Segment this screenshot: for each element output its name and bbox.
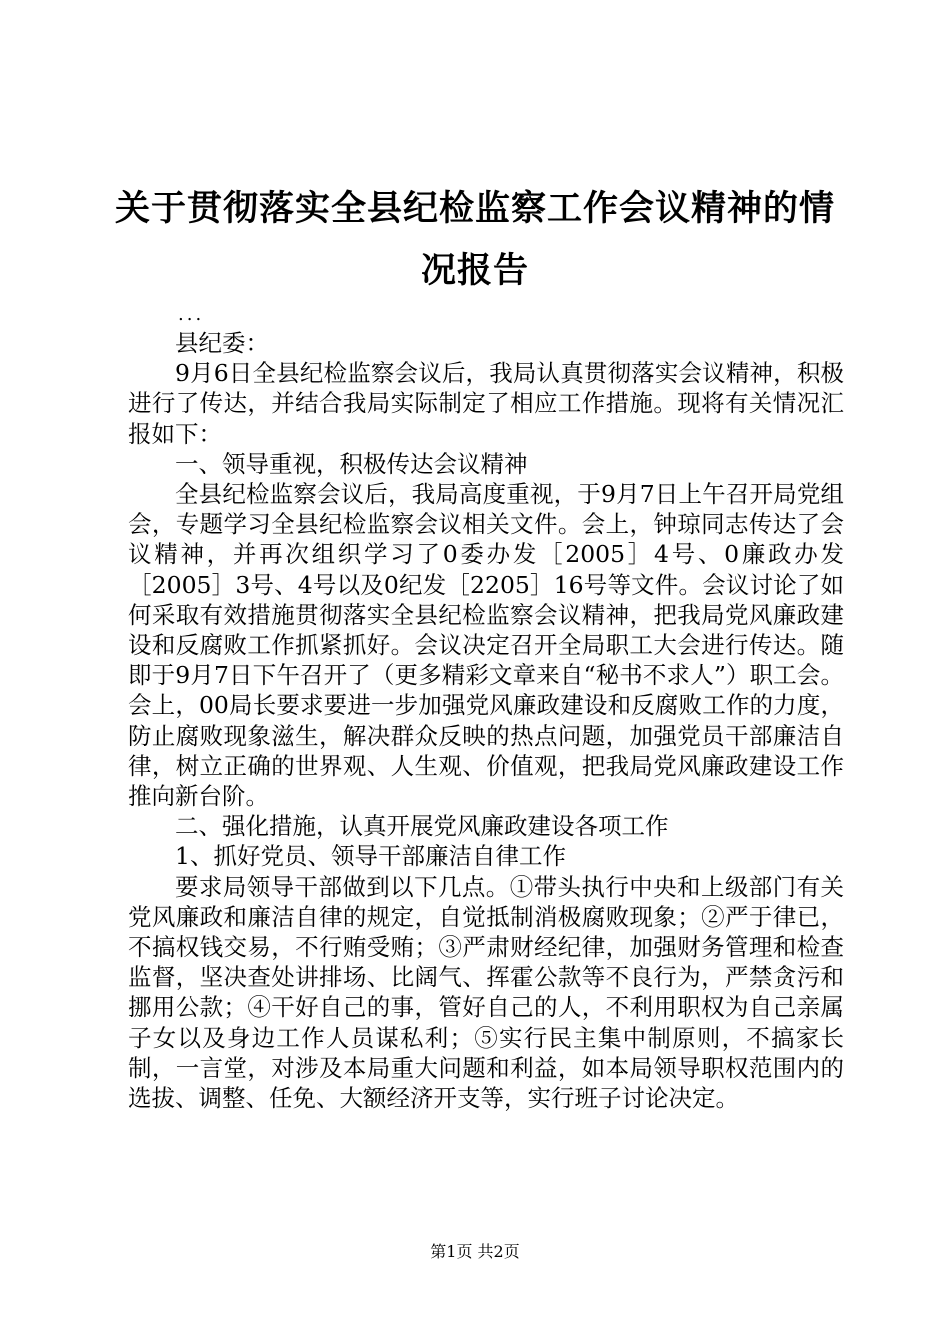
subsection-heading-1: 1、抓好党员、领导干部廉洁自律工作	[175, 842, 566, 871]
section-heading-1: 一、领导重视，积极传达会议精神	[175, 449, 528, 478]
document-title: 关于贯彻落实全县纪检监察工作会议精神的情况报告	[114, 189, 835, 291]
document-body	[128, 328, 844, 1113]
section-heading-2: 二、强化措施，认真开展党风廉政建设各项工作	[175, 812, 669, 841]
paragraph-subsection-1: 要求局领导干部做到以下几点。①带头执行中央和上级部门有关党风廉政和廉洁自律的规定，自觉抵制消极腐败现象；②严于律已，不搞权钱交易，不行贿受贿；③严肃财经纪律，加强财务管理和检查监督，坚决查处讲排场、比阔气、挥霍公款等不良行为，严禁贪污和挪用公款；④干好自己的事，管好自己的人，不利用职权为自己亲属子女以及身边工作人员谋私利；⑤实行民主集中制原则，不搞家长制，一言堂，对涉及本局重大问题和利益，如本局领导职权范围内的选拔、调整、任免、大额经济开支等，实行班子讨论决定。	[128, 872, 844, 1113]
paragraph-section-1: 全县纪检监察会议后，我局高度重视，于9月7日上午召开局党组会，专题学习全县纪检监察会议相关文件。会上，钟琼同志传达了会议精神，并再次组织学习了0委办发［2005］4号、0廉政办发［2005］3号、4号以及0纪发［2205］16号等文件。会议讨论了如何采取有效措施贯彻落实全县纪检监察会议精神，把我局党风廉政建设和反腐败工作抓紧抓好。会议决定召开全局职工大会进行传达。随即于9月7日下午召开了（更多精彩文章来自“秘书不求人”）职工会。会上，00局长要求要进一步加强党风廉政建设和反腐败工作的力度，防止腐败现象滋生，解决群众反映的热点问题，加强党员干部廉洁自律，树立正确的世界观、人生观、价值观，把我局党风廉政建设工作推向新台阶。	[128, 480, 844, 811]
salutation: 县纪委：	[175, 329, 269, 357]
page-footer: 第1页 共2页	[430, 1242, 520, 1261]
ellipsis-mark: ...	[178, 304, 205, 325]
paragraph-intro: 9月6日全县纪检监察会议后，我局认真贯彻落实会议精神，积极进行了传达，并结合我局实际制定了相应工作措施。现将有关情况汇报如下：	[128, 359, 844, 448]
